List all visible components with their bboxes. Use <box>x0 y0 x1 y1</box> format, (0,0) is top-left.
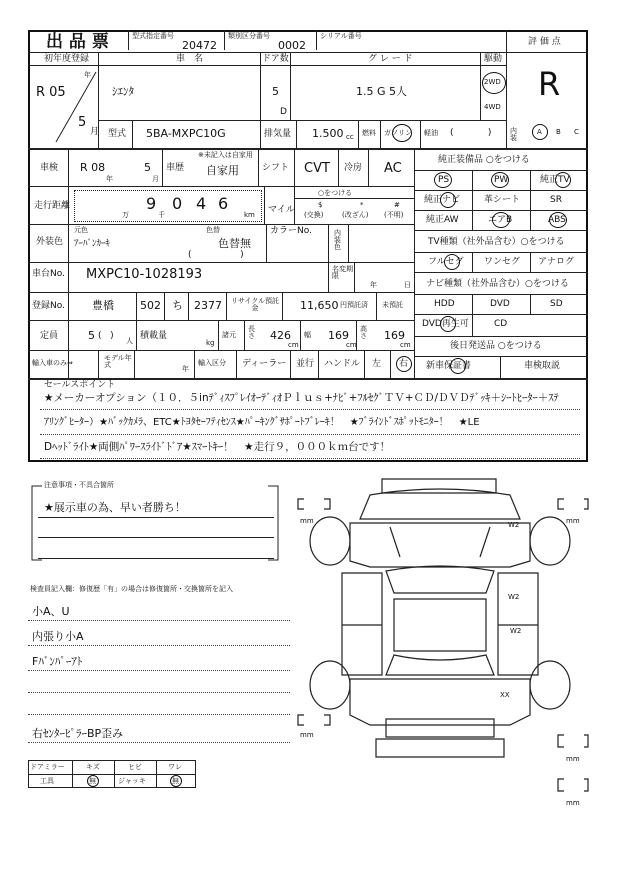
mileage-digit-2: 0 <box>172 194 183 213</box>
equip-pw-circle <box>491 172 509 188</box>
recycle-value: 11,650 <box>300 299 339 312</box>
chassis-value: MXPC10-1028193 <box>86 267 203 282</box>
orig-color: ｱｰﾊﾞﾝｶｰｷ <box>74 239 111 249</box>
inspector-item-1: 小A、U <box>32 605 70 618</box>
first-reg-era: R 05 <box>36 85 66 100</box>
tv-title: TV種類（社外品含む）○をつける <box>428 237 565 247</box>
import-class-label: 輸入区分 <box>198 359 226 367</box>
kg-unit: kg <box>206 339 215 347</box>
displacement: 1.500 <box>312 127 344 140</box>
inspector-item-3: Fﾊﾞﾝﾊﾟｰｱﾄ <box>32 655 83 668</box>
first-reg-label: 初年度登録 <box>44 54 90 64</box>
navi-cd: CD <box>494 319 508 329</box>
navi-title: ナビ種類（社外品含む）○をつける <box>426 279 569 289</box>
color-no-label: カラーNo. <box>270 226 312 236</box>
class-number: 0002 <box>278 39 306 52</box>
ac-value: AC <box>384 161 402 176</box>
inspect-label: 車検 <box>40 163 59 173</box>
later-title: 後日発送品 ○をつける <box>450 341 542 351</box>
sales-line-2: ｱﾘﾝｸﾞﾋｰﾀｰ）★ﾊﾞｯｸｶﾒﾗ、ETC★ﾄﾖﾀｾｰﾌﾃｨｾﾝｽ★ﾊﾟｰｷﾝｸﾞｻﾎﾟｰﾄﾌﾞﾚｰｷ！ ★ﾌﾞﾗｲﾝﾄﾞｽﾎﾟｯﾄﾓﾆﾀｰ！ ★LE <box>44 417 480 428</box>
mile-opt-1: $ <box>318 201 323 209</box>
doors-value: 5 <box>272 85 279 98</box>
mile-opt-3: * <box>360 201 364 209</box>
handle-label: ハンドル <box>324 359 361 369</box>
inspect-year: 年 <box>106 175 113 183</box>
inspector-item-6: 右ｾﾝﾀｰﾋﾟﾗｰBP歪み <box>32 727 124 740</box>
mark-w2-rear: W2 <box>510 627 522 635</box>
model-year-suffix: 年 <box>182 365 189 373</box>
recycle-label: リサイクル預託金 <box>230 297 280 312</box>
ac-label: 冷房 <box>344 163 363 173</box>
mile-opt-4: (改ざん) <box>342 211 369 219</box>
sheet-title: 出 品 票 <box>46 32 109 52</box>
sales-label: セールスポイント <box>44 380 116 390</box>
mm-3: mm <box>300 731 314 739</box>
navi-hdd: HDD <box>434 299 455 309</box>
name-change-label: 名変期限 <box>332 265 353 280</box>
sales-line-1: ★メーカーオプション（１０．５inﾃﾞｨｽﾌﾟﾚｲｵｰﾃﾞｨｵＰｌｕｓ+ﾅﾋﾞ+ﾌﾙｾｸﾞＴＶ+ＣＤ/ＤＶＤﾃﾞｯｷ＋ｼｰﾄﾋｰﾀｰ＋ｽﾃ <box>44 392 559 404</box>
equip-airbag: エアB <box>488 215 513 225</box>
inspector-item-2: 内張り小A <box>32 630 84 643</box>
shift-label: シフト <box>262 163 290 173</box>
navi-dvd: DVD <box>490 299 510 309</box>
mileage-digit-3: 4 <box>196 194 207 213</box>
equip-sr: SR <box>550 195 562 205</box>
fuel-other-bracket: ( ) <box>450 128 492 138</box>
equip-pw: PW <box>494 175 509 185</box>
plate-label: 登録No. <box>32 301 65 311</box>
width-cm: cm <box>346 341 357 349</box>
color-change-bracket: ( ) <box>188 250 244 260</box>
name-change-day: 日 <box>404 281 411 289</box>
plate-class: 502 <box>140 299 161 312</box>
grade-label: グ レ ー ド <box>368 54 413 64</box>
recycle-unpaid: 未預託 <box>382 301 403 309</box>
mm-1: mm <box>300 517 314 525</box>
sen-unit: 千 <box>158 211 165 219</box>
door-type: D <box>280 107 287 117</box>
recycle-suffix: 円預託済 <box>340 301 368 309</box>
size-label: 諸元 <box>222 331 236 339</box>
navi-dvd-play-circle <box>440 316 456 332</box>
plate-kana: ち <box>172 299 183 312</box>
tool-doormirror: ドアミラー <box>30 763 65 771</box>
navi-dvd-play: DVD再生可 <box>422 319 469 329</box>
height-cm: cm <box>400 341 411 349</box>
plate-number: 2377 <box>194 299 222 312</box>
inspector-label: 検査員記入欄：修復歴「有」の場合は修復箇所・交換箇所を記入 <box>30 585 233 593</box>
handle-right: 右 <box>399 359 409 369</box>
handle-left: 左 <box>372 359 382 369</box>
drive-2wd: 2WD <box>484 78 501 86</box>
notes-text: ★展示車の為、早い者勝ち！ <box>44 501 186 514</box>
equip-leather: 革シート <box>484 195 521 205</box>
tv-analog: アナログ <box>538 257 575 267</box>
model-year-label: モデル年式 <box>104 354 132 369</box>
width-value: 169 <box>328 329 349 342</box>
auth-label: 型式指定番号 <box>132 32 174 40</box>
mile-label: マイル <box>268 205 295 215</box>
grade-value: 1.5 G 5人 <box>356 85 408 98</box>
fuel-label: 燃料 <box>362 129 376 137</box>
disp-label: 排気量 <box>264 129 292 139</box>
car-name-label: 車 名 <box>176 54 204 64</box>
year-suffix: 年 <box>84 71 91 79</box>
car-damage-diagram <box>290 475 590 815</box>
inspect-month-suffix: 月 <box>152 175 159 183</box>
load-label: 積載量 <box>140 331 168 341</box>
mile-note: ○をつける <box>318 189 353 197</box>
usage-note: ※未記入は自家用 <box>198 151 253 159</box>
mark-w2-side: W2 <box>508 593 520 601</box>
name-change-year: 年 <box>370 281 377 289</box>
tool-tools-value: 無 <box>89 777 96 785</box>
mm-2: mm <box>566 517 580 525</box>
height-label: 高さ <box>360 325 367 340</box>
inspect-era: R 08 <box>80 161 106 174</box>
class-label: 類別区分番号 <box>228 32 270 40</box>
mile-opt-5: # <box>394 201 400 209</box>
mile-opt-2: (交換) <box>304 211 324 219</box>
plate-area: 豊橋 <box>92 299 114 312</box>
usage-value: 自家用 <box>206 164 239 177</box>
auth-number: 20472 <box>182 39 217 52</box>
shift-value: CVT <box>304 161 330 176</box>
equip-navi-circle <box>440 192 456 208</box>
capacity-value: 5 <box>88 329 95 342</box>
ext-color-label: 外装色 <box>36 237 64 247</box>
usage-label: 車歴 <box>166 163 185 173</box>
color-change-label: 色替 <box>206 226 220 234</box>
tv-fullseg: フルセグ <box>428 257 464 267</box>
tv-fullseg-circle <box>444 254 460 270</box>
month-suffix: 月 <box>90 127 100 137</box>
tv-oneseg: ワンセグ <box>484 257 521 267</box>
equip-title: 純正装備品 ○をつける <box>438 155 530 165</box>
interior-a: A <box>537 128 542 136</box>
equip-navi: 純正ナビ <box>424 195 461 205</box>
import-label: 輸入車のみ⇒ <box>32 359 73 367</box>
orig-color-label: 元色 <box>74 226 88 234</box>
equip-tv: 純正TV <box>540 175 570 185</box>
interior-c: C <box>574 128 579 136</box>
doors-label: ドア数 <box>262 54 289 64</box>
chassis-label: 車台No. <box>32 269 65 279</box>
mileage-box <box>74 190 262 222</box>
length-label: 長さ <box>248 325 255 340</box>
mm-4: mm <box>566 755 580 763</box>
height-value: 169 <box>384 329 405 342</box>
drive-4wd: 4WD <box>484 103 501 111</box>
km-unit: km <box>244 211 255 219</box>
notes-label: 注意事項・不具合箇所 <box>44 481 114 489</box>
score-value: R <box>538 65 561 103</box>
later-manual: 車検取説 <box>524 361 561 371</box>
color-change-value: 色替無 <box>218 237 251 250</box>
equip-abs: ABS <box>548 215 566 225</box>
mileage-digit-1: 9 <box>146 194 157 213</box>
import-dealer: ディーラー <box>242 359 287 369</box>
equip-tv-circle <box>555 172 571 188</box>
length-value: 426 <box>270 329 291 342</box>
navi-sd: SD <box>550 299 563 309</box>
equip-airbag-circle <box>492 212 510 228</box>
serial-label: シリアル番号 <box>320 32 362 40</box>
equip-aw: 純正AW <box>426 215 459 225</box>
mark-w2-front: W2 <box>508 521 520 529</box>
capacity-bracket: ( ) <box>98 331 114 341</box>
length-cm: cm <box>288 341 299 349</box>
car-name: ｼｴﾝﾀ <box>112 85 134 98</box>
model-value: 5BA-MXPC10G <box>146 127 226 140</box>
mark-xx: XX <box>500 691 510 699</box>
interior-color-label: 内装色 <box>334 229 341 251</box>
model-label: 型式 <box>108 129 127 139</box>
mile-opt-6: (不明) <box>384 211 404 219</box>
tool-crack: ヒビ <box>128 763 142 771</box>
mm-5: mm <box>566 799 580 807</box>
capacity-label: 定員 <box>40 331 59 341</box>
man-unit: 万 <box>122 211 129 219</box>
sales-line-3: Dﾍｯﾄﾞﾗｲﾄ★両側ﾊﾟﾜｰｽﾗｲﾄﾞﾄﾞｱ★ｽﾏｰﾄｷｰ！ ★走行９，０００ｋｍ台です！ <box>44 441 391 453</box>
tool-jack-value: 無 <box>172 777 179 785</box>
width-label: 幅 <box>304 331 311 339</box>
import-parallel: 並行 <box>296 359 315 369</box>
fuel-diesel: 軽油 <box>424 129 438 137</box>
later-warranty-circle <box>450 358 466 374</box>
later-warranty: 新車保証書 <box>426 361 472 371</box>
person-unit: 人 <box>126 337 133 345</box>
tool-break: ワレ <box>168 763 182 771</box>
drive-label: 駆動 <box>484 54 503 64</box>
equip-abs-circle <box>549 212 567 228</box>
mileage-digit-4: 6 <box>218 194 229 213</box>
mileage-label: 走行距離 <box>34 201 71 211</box>
interior-b: B <box>556 128 561 136</box>
score-label: 評 価 点 <box>528 37 561 47</box>
tool-scratch: キズ <box>86 763 100 771</box>
tool-jack: ジャッキ <box>118 777 146 785</box>
fuel-gasoline: ガソリン <box>384 129 412 137</box>
interior-label: 内装 <box>510 127 517 142</box>
equip-ps-circle <box>434 172 452 188</box>
equip-ps: PS <box>438 175 450 185</box>
inspect-month: 5 <box>144 161 151 174</box>
tool-tools: 工具 <box>40 777 54 785</box>
cc-unit: cc <box>346 133 354 141</box>
first-reg-month: 5 <box>78 115 87 130</box>
notes-bracket <box>28 481 284 564</box>
